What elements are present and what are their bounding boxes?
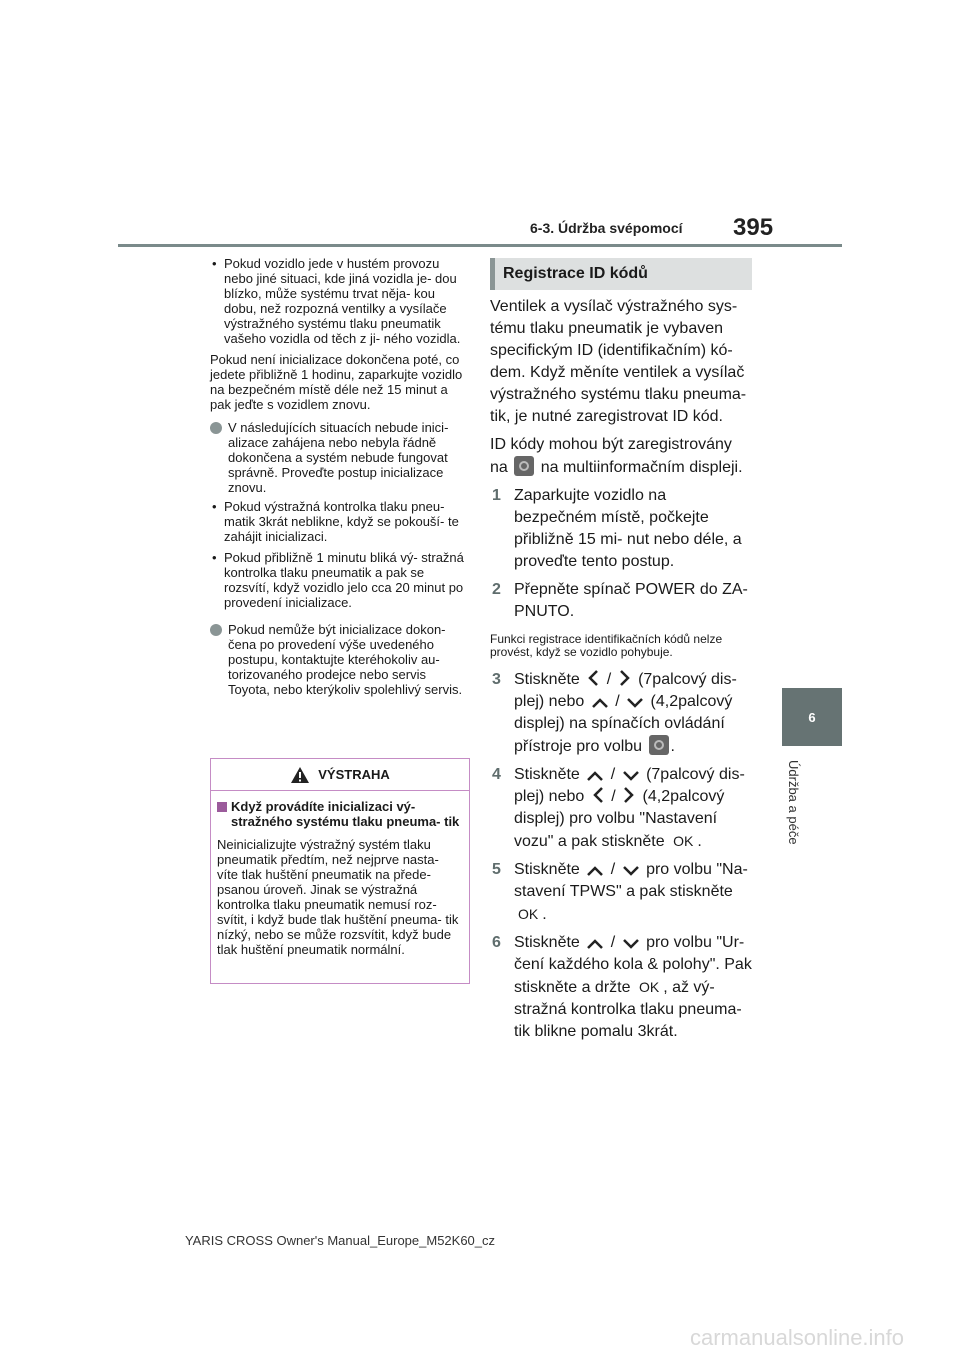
header-divider xyxy=(118,244,842,247)
step-3 xyxy=(490,669,752,758)
step-number: 4 xyxy=(492,766,501,783)
step-4 xyxy=(490,764,752,853)
chevron-up-icon xyxy=(586,770,604,782)
warning-box xyxy=(210,758,470,984)
slash: / xyxy=(610,766,616,783)
chevron-up-icon xyxy=(586,938,604,950)
warning-subtitle: Když provádíte inicializaci vý- stražného systému tlaku pneuma- tik xyxy=(217,799,463,829)
dot-item xyxy=(210,622,470,697)
sub-bullet: • Pokud přibližně 1 minutu bliká vý- stražná kontrolka tlaku pneumatik a pak se rozsvítí, když vozidlo jelo cca 20 minut po provedení inicializace. xyxy=(210,550,470,610)
settings-gear-icon xyxy=(649,735,669,755)
slash: / xyxy=(610,861,616,878)
step-text: pro volbu "Ur- čení každého kola & polohy". Pak stiskněte a držte xyxy=(514,934,752,996)
left-column xyxy=(210,256,470,701)
sub-bullet: • Pokud výstražná kontrolka tlaku pneu- matik 3krát neblikne, když se pokouší- te zahájit inicializaci. xyxy=(210,499,470,544)
step-2 xyxy=(490,579,752,623)
slash: / xyxy=(611,788,616,805)
intro-paragraph: Ventilek a vysílač výstražného sys- tému tlaku pneumatik je vybaven specifickým ID (identifikačním) kó- dem. Když měníte ventilek a vysílač výstražného systému tlaku pneuma- tik, je nutné zaregistrovat ID kód. xyxy=(490,298,747,425)
step-1 xyxy=(490,485,752,573)
step-text: . xyxy=(697,833,702,850)
bullet-dot-icon xyxy=(210,624,222,636)
chevron-up-icon xyxy=(586,865,604,877)
chevron-down-icon xyxy=(622,865,640,877)
slash: / xyxy=(606,671,612,688)
settings-gear-icon xyxy=(514,456,534,476)
chevron-down-icon xyxy=(622,938,640,950)
step-number: 3 xyxy=(492,671,501,688)
chapter-number: 6 xyxy=(808,709,816,725)
step-5 xyxy=(490,859,752,926)
chapter-label-text: Údržba a péče xyxy=(786,760,801,845)
chevron-left-icon xyxy=(591,786,605,804)
chevron-left-icon xyxy=(586,669,600,687)
dot-item xyxy=(210,420,470,495)
step-text: Stiskněte xyxy=(514,934,580,951)
body-text xyxy=(490,296,752,1043)
note: Funkci registrace identifikačních kódů nelze provést, když se vozidlo pohybuje. xyxy=(490,632,723,659)
chevron-down-icon xyxy=(626,697,644,709)
text-span: na multiinformačním displeji. xyxy=(540,459,743,476)
step-number: 2 xyxy=(492,581,501,598)
warning-header xyxy=(211,759,469,791)
ok-button-icon: OK xyxy=(638,979,660,995)
ok-button-icon: OK xyxy=(673,833,694,849)
chevron-right-icon xyxy=(622,786,636,804)
intro-paragraph-2 xyxy=(490,434,752,479)
step-text: . xyxy=(670,738,675,755)
warning-body xyxy=(211,791,469,957)
right-column xyxy=(490,258,752,1049)
step-text: Přepněte spínač POWER do ZA- PNUTO. xyxy=(514,581,748,620)
step-text: Stiskněte xyxy=(514,671,580,688)
step-text: Stiskněte xyxy=(514,861,580,878)
chevron-right-icon xyxy=(618,669,632,687)
sub-bullet: • Pokud vozidlo jede v hustém provozu nebo jiné situaci, kde jiná vozidla je- dou blízko, může systému trvat něja- kou dobu, než rozpozná ventilky a vysílače výstražného systému tlaku pneumatik vašeho vozidla od těch z ji- ného vozidla. xyxy=(210,256,470,346)
step-text: (4,2palcový displej) pro volbu "Nastavení vozu" a pak stiskněte xyxy=(514,788,725,850)
warning-text: Neinicializujte výstražný systém tlaku pneumatik předtím, než nejprve nasta- víte tlak huštění pneumatik na přede- psanou úroveň. Jinak se výstražná kontrolka tlaku pneumatik nemusí roz- svítit, i když bude tlak huštění pneuma- tik nízký, nebo se může rozsvítit, když bude tlak huštění pneumatik normální. xyxy=(217,837,459,957)
step-text: (7palcový dis- plej) nebo xyxy=(514,671,737,710)
step-text: Stiskněte xyxy=(514,766,580,783)
slash: / xyxy=(610,934,616,951)
step-text: . xyxy=(542,906,547,923)
step-text: , až vý- stražná kontrolka tlaku pneuma- tik blikne pomalu 3krát. xyxy=(514,979,742,1040)
step-number: 6 xyxy=(492,934,501,951)
step-text: pro volbu "Na- stavení TPWS" a pak stiskněte xyxy=(514,861,748,900)
paragraph: Pokud není inicializace dokončena poté, co jedete přibližně 1 hodinu, zaparkujte vozidlo na bezpečném místě déle než 15 minut a pak jeďte s vozidlem znovu. xyxy=(210,352,463,412)
ok-button-icon: OK xyxy=(518,906,539,922)
chapter-label xyxy=(786,760,808,880)
bullet-dot-icon xyxy=(210,422,222,434)
step-text: Zaparkujte vozidlo na bezpečném místě, počkejte přibližně 15 mi- nut nebo déle, a proveďte tento postup. xyxy=(514,487,742,570)
page-number: 395 xyxy=(733,214,774,241)
warning-title: VÝSTRAHA xyxy=(318,767,390,782)
section-heading: 6-3. Údržba svépomocí xyxy=(530,220,683,236)
step-6 xyxy=(490,932,752,1043)
dot-text: Pokud nemůže být inicializace dokon- čena po provedení výše uvedeného postupu, kontaktujte kteréhokoliv au- torizovaného prodejce nebo servis Toyota, nebo kterýkoliv spolehlivý servis. xyxy=(228,622,463,697)
dot-text: V následujících situacích nebude inici- alizace zahájena nebo nebyla řádně dokončena a systém nebude fungovat správně. Proveďte postup inicializace znovu. xyxy=(228,420,449,495)
section-title: Registrace ID kódů xyxy=(490,258,752,290)
step-number: 1 xyxy=(492,487,501,504)
slash: / xyxy=(615,693,620,710)
watermark: carmanualsonline.info xyxy=(690,1325,905,1350)
chevron-up-icon xyxy=(591,697,609,709)
chevron-down-icon xyxy=(622,770,640,782)
page-footer: YARIS CROSS Owner's Manual_Europe_M52K60_cz xyxy=(184,1233,496,1248)
chapter-tab xyxy=(782,688,842,746)
step-text: (7palcový dis- plej) nebo xyxy=(514,766,745,805)
text-span: ID kódy mohou být zaregistrovány na xyxy=(490,436,732,476)
warning-triangle-icon xyxy=(290,766,310,784)
step-number: 5 xyxy=(492,861,501,878)
step-text: (4,2palcový displej) na spínačích ovládání přístroje pro volbu xyxy=(514,693,733,755)
